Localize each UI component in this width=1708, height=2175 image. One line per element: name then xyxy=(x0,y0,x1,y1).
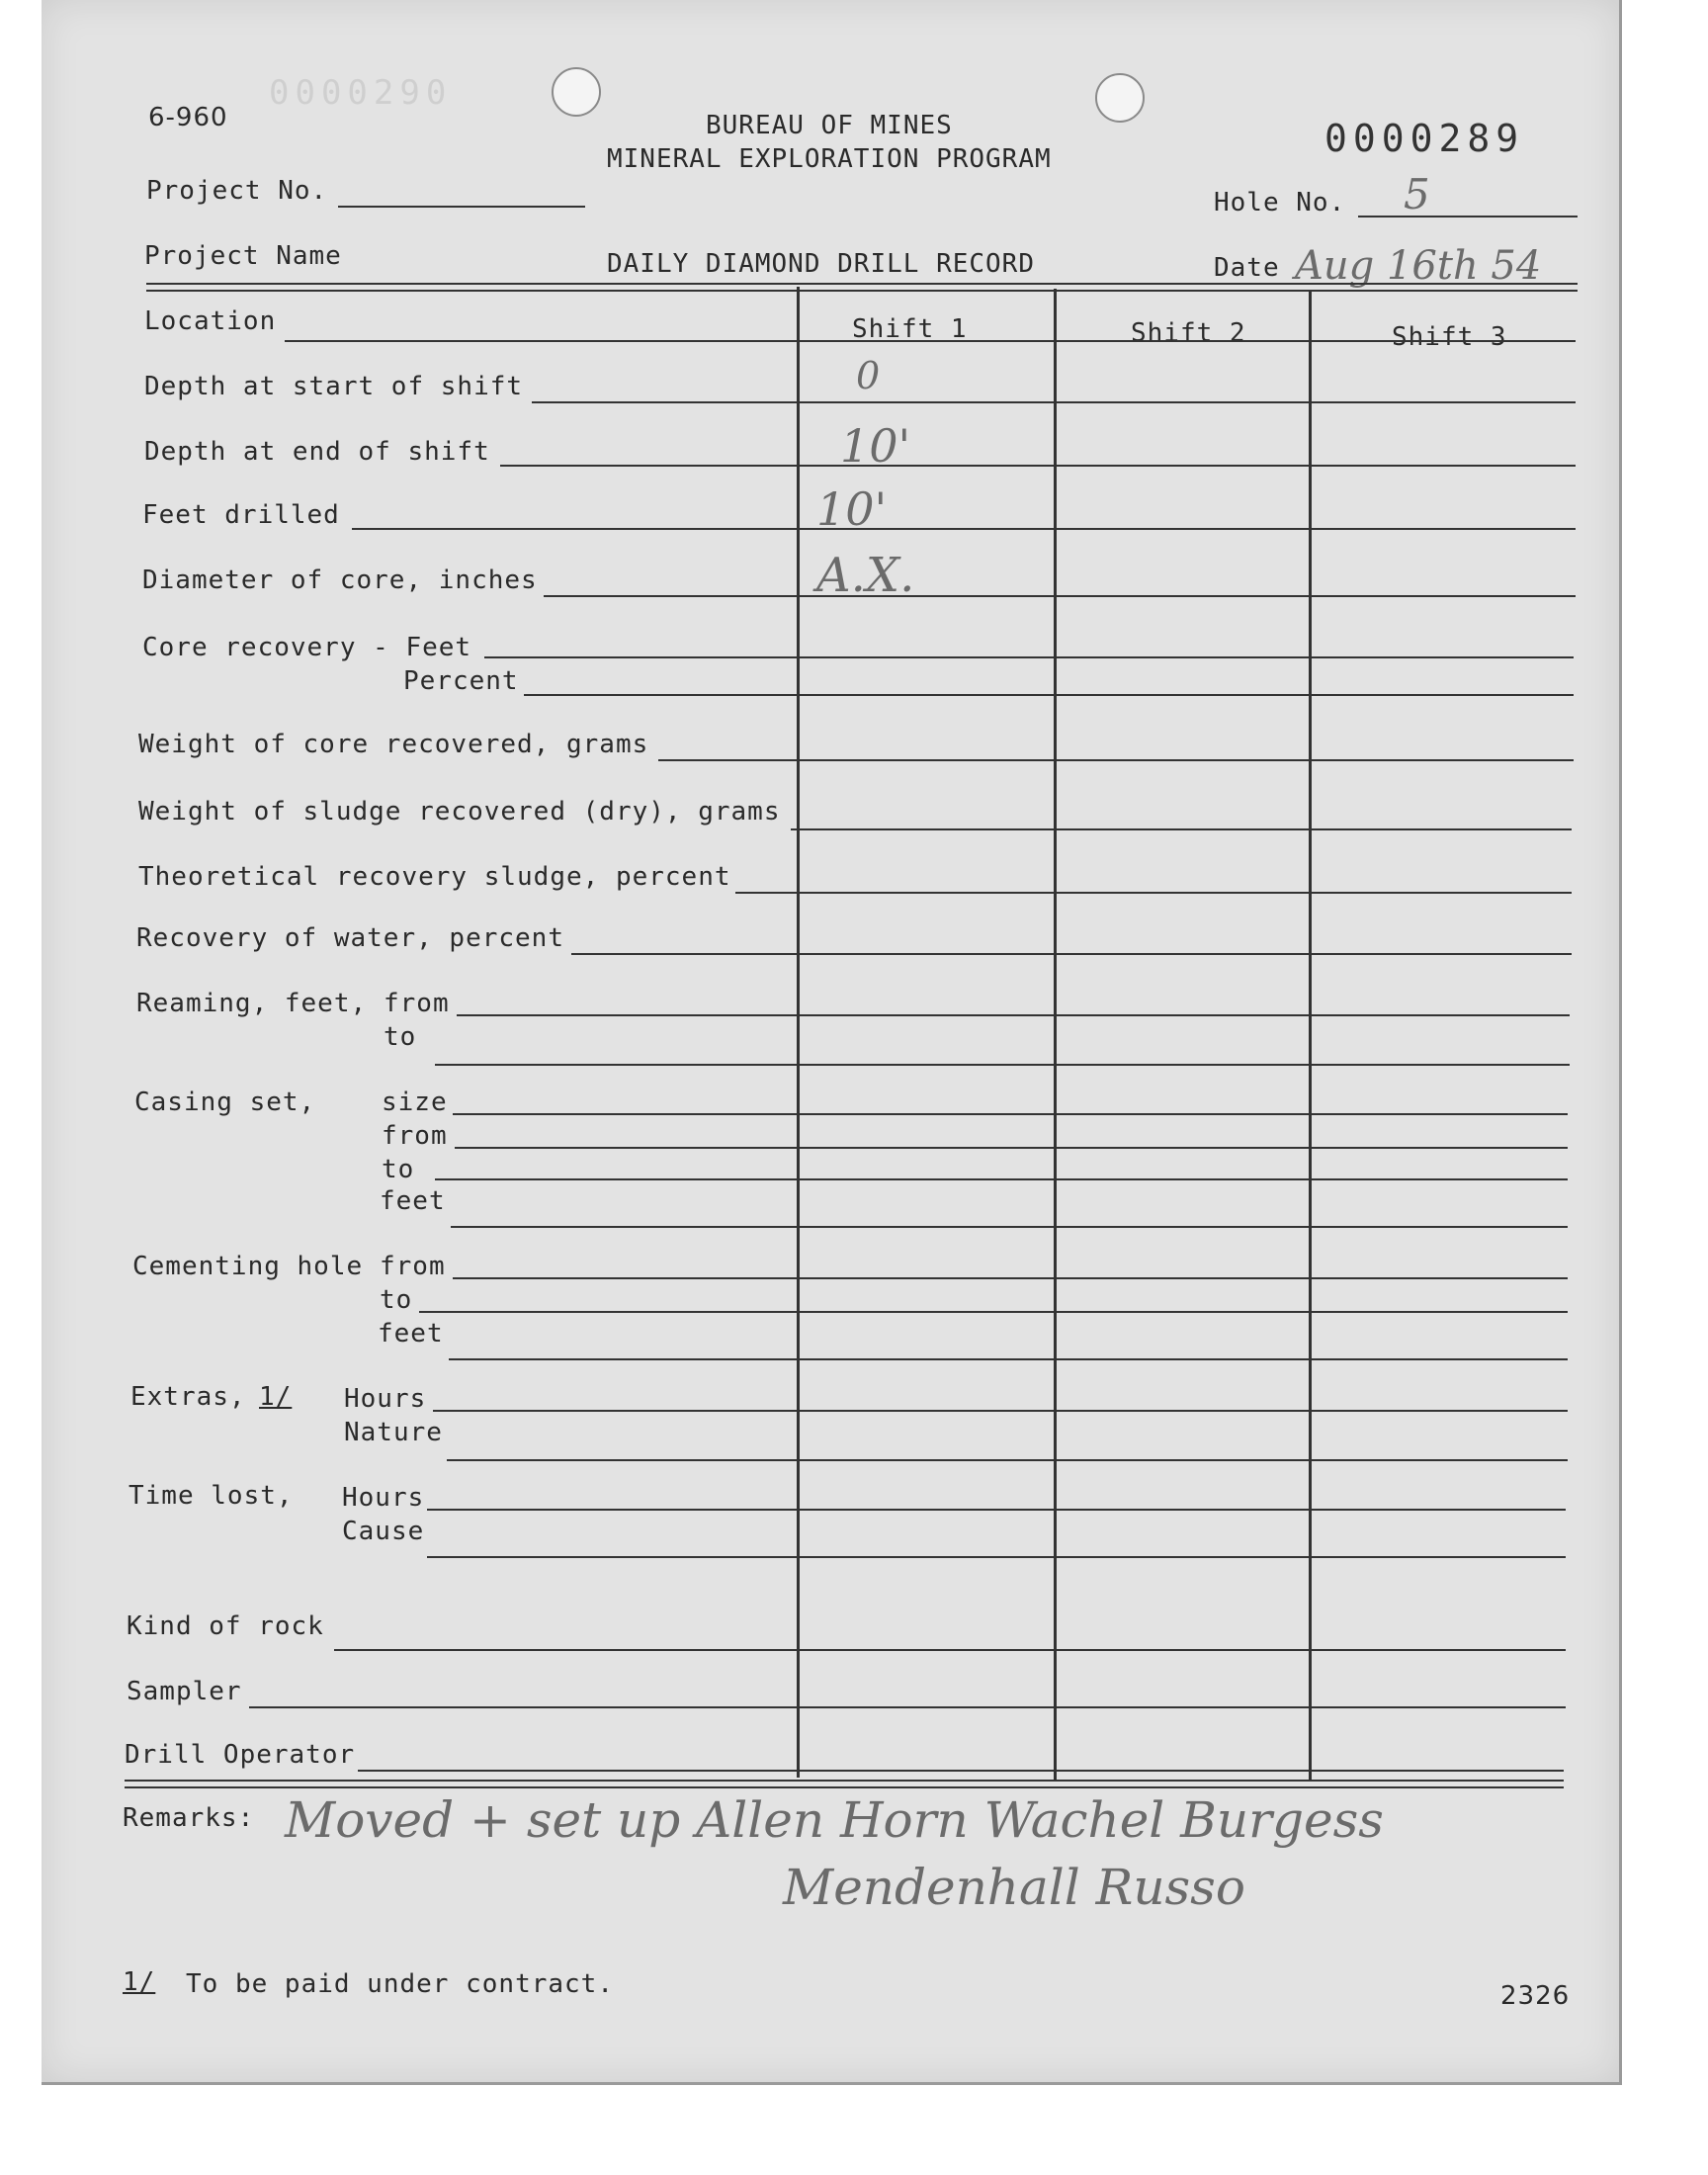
casing-label: Casing set, xyxy=(134,1088,316,1117)
core-diameter-row-line[interactable] xyxy=(544,595,1576,597)
footnote-text: To be paid under contract. xyxy=(186,1969,614,1999)
core-recovery-feet-line[interactable] xyxy=(484,656,1574,658)
reaming-to-line[interactable] xyxy=(435,1064,1570,1066)
feet-drilled-row-line[interactable] xyxy=(352,528,1576,530)
core-diameter-label: Diameter of core, inches xyxy=(142,566,538,595)
sampler-label: Sampler xyxy=(127,1677,242,1706)
kind-of-rock-line[interactable] xyxy=(334,1649,1566,1651)
column-divider-1 xyxy=(797,287,800,1778)
location-field[interactable] xyxy=(285,340,1576,342)
hole-no-field[interactable] xyxy=(1358,216,1578,218)
time-lost-cause-line[interactable] xyxy=(427,1556,1566,1558)
date-value: Aug 16th 54 xyxy=(1295,243,1542,289)
reaming-from-line[interactable] xyxy=(457,1014,1570,1016)
form-sheet xyxy=(42,0,1622,2085)
shift-3-header: Shift 3 xyxy=(1392,322,1507,352)
cementing-from-line[interactable] xyxy=(453,1277,1568,1279)
table-bottom-rule-bottom xyxy=(125,1786,1564,1788)
depth-end-row-line[interactable] xyxy=(500,465,1576,467)
depth-start-row-line[interactable] xyxy=(532,401,1576,403)
punch-hole-left xyxy=(552,67,601,117)
cementing-label: Cementing hole xyxy=(132,1252,364,1281)
agency-title: BUREAU OF MINES xyxy=(706,111,953,140)
drill-operator-line[interactable] xyxy=(358,1770,1564,1772)
theoretical-recovery-label: Theoretical recovery sludge, percent xyxy=(138,862,731,892)
remarks-line-2: Mendenhall Russo xyxy=(783,1859,1245,1916)
reaming-label: Reaming, feet, xyxy=(136,989,368,1018)
date-label: Date xyxy=(1214,253,1280,283)
feet-drilled-label: Feet drilled xyxy=(142,500,340,530)
page-number: 2326 xyxy=(1500,1981,1571,2011)
sludge-weight-label: Weight of sludge recovered (dry), grams xyxy=(138,797,781,826)
extras-nature-line[interactable] xyxy=(447,1459,1568,1461)
time-lost-hours-label: Hours xyxy=(342,1483,425,1513)
record-title: DAILY DIAMOND DRILL RECORD xyxy=(607,249,1035,279)
extras-hours-label: Hours xyxy=(344,1384,427,1414)
reaming-to-label: to xyxy=(384,1022,417,1052)
reaming-from-label: from xyxy=(384,989,450,1018)
core-weight-label: Weight of core recovered, grams xyxy=(138,730,649,759)
table-bottom-rule-top xyxy=(125,1780,1564,1782)
depth-end-shift1: 10' xyxy=(840,419,911,473)
program-title: MINERAL EXPLORATION PROGRAM xyxy=(607,144,1052,174)
depth-start-label: Depth at start of shift xyxy=(144,372,524,401)
form-number: 6-960 xyxy=(148,103,228,132)
core-recovery-percent-label: Percent xyxy=(403,666,519,696)
remarks-label: Remarks: xyxy=(123,1803,255,1833)
theoretical-recovery-row-line[interactable] xyxy=(735,892,1572,894)
depth-end-label: Depth at end of shift xyxy=(144,437,490,467)
casing-size-line[interactable] xyxy=(453,1113,1568,1115)
core-recovery-label: Core recovery - Feet xyxy=(142,633,472,662)
casing-to-label: to xyxy=(382,1155,415,1184)
extras-label: Extras, xyxy=(130,1382,246,1412)
extras-hours-line[interactable] xyxy=(433,1410,1568,1412)
footnote-marker: 1/ xyxy=(123,1967,156,1997)
casing-feet-label: feet xyxy=(380,1186,446,1216)
time-lost-label: Time lost, xyxy=(128,1481,294,1511)
time-lost-hours-line[interactable] xyxy=(427,1509,1566,1511)
punch-hole-right xyxy=(1095,73,1145,123)
serial-stamp: 0000289 xyxy=(1324,117,1525,160)
remarks-line-1: Moved + set up Allen Horn Wachel Burgess xyxy=(285,1791,1384,1849)
location-label: Location xyxy=(144,306,277,336)
cementing-to-line[interactable] xyxy=(419,1311,1568,1313)
hole-no-label: Hole No. xyxy=(1214,188,1346,218)
casing-from-label: from xyxy=(382,1121,448,1151)
cementing-feet-label: feet xyxy=(378,1319,444,1348)
project-no-label: Project No. xyxy=(146,176,328,206)
depth-start-shift1: 0 xyxy=(856,354,881,397)
core-recovery-percent-line[interactable] xyxy=(524,694,1574,696)
kind-of-rock-label: Kind of rock xyxy=(127,1611,324,1641)
project-name-label: Project Name xyxy=(144,241,342,271)
core-diameter-shift1: A.X. xyxy=(816,548,915,603)
ghost-stamp: 0000290 xyxy=(269,73,453,113)
cementing-to-label: to xyxy=(380,1285,413,1315)
casing-to-line[interactable] xyxy=(435,1178,1568,1180)
hole-no-value: 5 xyxy=(1404,170,1430,218)
cementing-feet-line[interactable] xyxy=(449,1358,1568,1360)
casing-feet-line[interactable] xyxy=(451,1226,1568,1228)
drill-operator-label: Drill Operator xyxy=(125,1740,356,1770)
header-rule-top xyxy=(146,283,1578,285)
core-weight-row-line[interactable] xyxy=(658,759,1574,761)
casing-from-line[interactable] xyxy=(455,1147,1568,1149)
sludge-weight-row-line[interactable] xyxy=(791,828,1572,830)
extras-nature-label: Nature xyxy=(344,1418,443,1447)
project-no-field[interactable] xyxy=(338,206,585,208)
casing-size-label: size xyxy=(382,1088,448,1117)
water-recovery-row-line[interactable] xyxy=(571,953,1572,955)
shift-1-header: Shift 1 xyxy=(852,314,968,344)
time-lost-cause-label: Cause xyxy=(342,1517,425,1546)
water-recovery-label: Recovery of water, percent xyxy=(136,923,564,953)
sampler-line[interactable] xyxy=(249,1706,1566,1708)
extras-footnote-marker: 1/ xyxy=(259,1382,293,1412)
cementing-from-label: from xyxy=(380,1252,446,1281)
shift-2-header: Shift 2 xyxy=(1131,318,1246,348)
feet-drilled-shift1: 10' xyxy=(816,482,888,536)
header-rule-bottom xyxy=(146,290,1578,292)
